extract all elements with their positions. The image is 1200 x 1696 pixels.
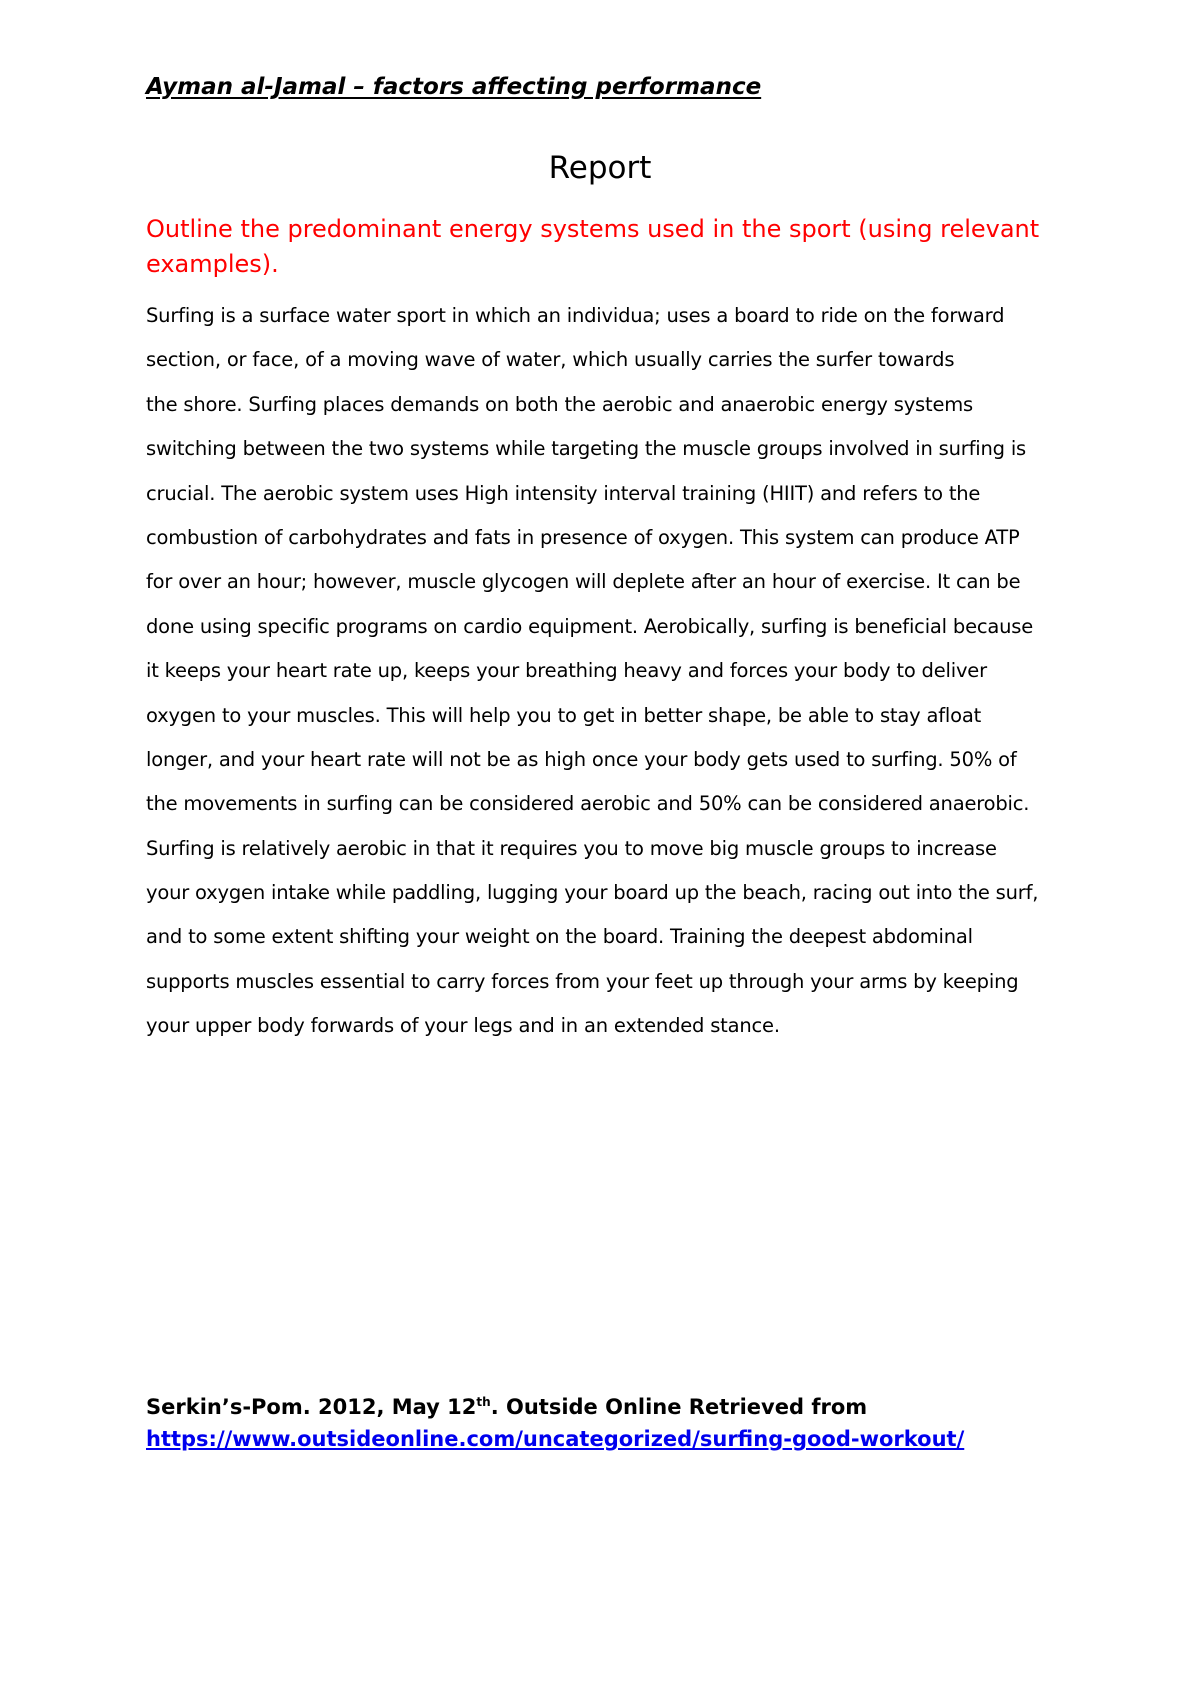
citation-text: Serkin’s-Pom. 2012, May 12 [146, 1395, 477, 1419]
citation-source: . Outside Online Retrieved from [490, 1395, 868, 1419]
body-line: for over an hour; however, muscle glycogen will deplete after an hour of exercise. It can be [146, 570, 1021, 594]
body-line: and to some extent shifting your weight on the board. Training the deepest abdominal [146, 925, 973, 949]
reference-block [146, 1391, 1106, 1455]
document-header: Ayman al-Jamal – factors affecting performance [146, 74, 762, 100]
body-line: the shore. Surfing places demands on both the aerobic and anaerobic energy systems [146, 392, 973, 416]
reference-citation [146, 1391, 1106, 1423]
body-line: switching between the two systems while targeting the muscle groups involved in surfing is [146, 437, 1027, 461]
body-line: crucial. The aerobic system uses High intensity interval training (HIIT) and refers to the [146, 481, 981, 505]
body-line: supports muscles essential to carry forces from your feet up through your arms by keeping [146, 969, 1019, 993]
question-heading: Outline the predominant energy systems used in the sport (using relevant examples). [146, 215, 1040, 278]
body-line: longer, and your heart rate will not be as high once your body gets used to surfing. 50% of [146, 747, 1017, 771]
body-line: it keeps your heart rate up, keeps your breathing heavy and forces your body to deliver [146, 659, 987, 683]
body-line: section, or face, of a moving wave of water, which usually carries the surfer towards [146, 348, 955, 372]
body-line: Surfing is relatively aerobic in that it requires you to move big muscle groups to increase [146, 836, 997, 860]
body-line: oxygen to your muscles. This will help you to get in better shape, be able to stay afloat [146, 703, 982, 727]
body-paragraph [146, 298, 1106, 1053]
reference-link[interactable]: https://www.outsideonline.com/uncategorized/surfing-good-workout/ [146, 1427, 965, 1451]
document-title: Report [548, 150, 652, 186]
body-line: done using specific programs on cardio equipment. Aerobically, surfing is beneficial because [146, 614, 1034, 638]
body-line: the movements in surfing can be considered aerobic and 50% can be considered anaerobic. [146, 792, 1030, 816]
body-line: your oxygen intake while paddling, lugging your board up the beach, racing out into the surf, [146, 881, 1039, 905]
citation-superscript: th [476, 1395, 491, 1409]
body-line: combustion of carbohydrates and fats in presence of oxygen. This system can produce ATP [146, 525, 1020, 549]
body-line: Surfing is a surface water sport in which an individua; uses a board to ride on the forward [146, 304, 1005, 327]
body-line: your upper body forwards of your legs and in an extended stance. [146, 1014, 780, 1038]
